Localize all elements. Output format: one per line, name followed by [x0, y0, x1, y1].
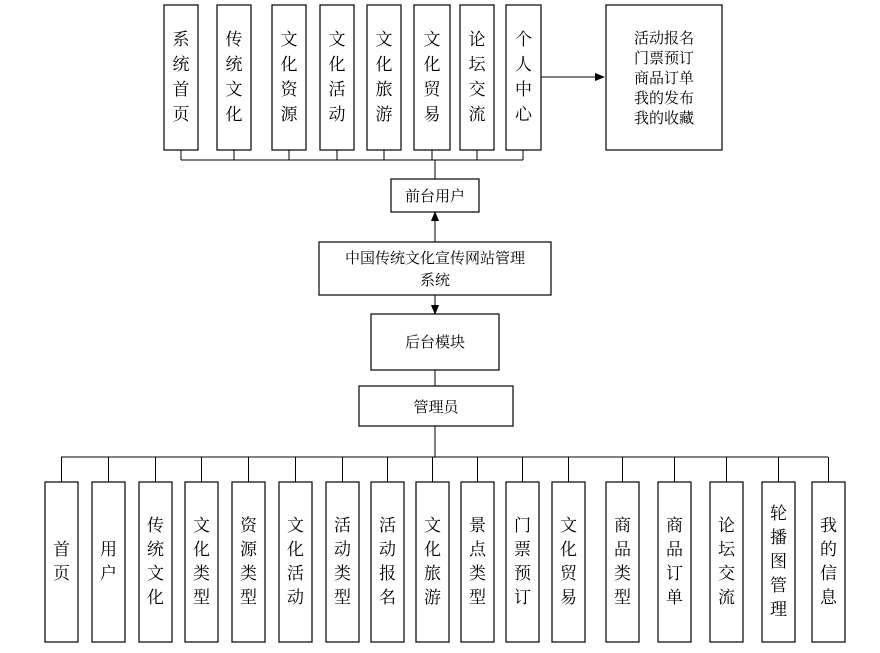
backend-module-3 [185, 482, 218, 642]
frontend-module-label-4: 文化旅游 [375, 30, 393, 125]
backend-module-label-14: 论坛交流 [718, 516, 735, 608]
admin-label: 管理员 [413, 398, 459, 416]
root-system-label-line2: 系统 [419, 271, 451, 289]
frontend-module-label-1: 传统文化 [225, 30, 243, 125]
frontend-module-row [164, 5, 541, 150]
backend-module-label-7: 活动报名 [379, 516, 396, 608]
backend-module-5 [279, 482, 312, 642]
root-system-node [319, 242, 551, 295]
backend-module-2 [139, 482, 172, 642]
backend-module-12 [606, 482, 639, 642]
admin-node [359, 386, 513, 426]
frontend-module-label-2: 文化资源 [280, 30, 298, 125]
backend-module-14 [710, 482, 743, 642]
backend-module-label-3: 文化类型 [193, 516, 210, 608]
frontend-module-4 [367, 5, 401, 150]
backend-module-label-6: 活动类型 [334, 516, 351, 608]
personal-center-item-3: 我的发布 [633, 89, 695, 107]
frontend-module-label-3: 文化活动 [328, 30, 346, 125]
frontend-module-2 [272, 5, 306, 150]
frontend-module-6 [460, 5, 494, 150]
backend-module-label-8: 文化旅游 [424, 516, 441, 608]
personal-center-item-4: 我的收藏 [633, 109, 695, 127]
frontend-module-0 [164, 5, 198, 150]
backend-module-label-4: 资源类型 [240, 516, 257, 608]
backend-module-16 [812, 482, 845, 642]
personal-center-item-2: 商品订单 [633, 69, 695, 87]
frontend-module-label-0: 系统首页 [172, 30, 190, 125]
frontend-module-5 [414, 5, 450, 150]
frontend-module-label-6: 论坛交流 [468, 30, 486, 125]
backend-module-label-9: 景点类型 [469, 516, 486, 608]
root-system-label-line1: 中国传统文化宣传网站管理 [344, 249, 526, 267]
frontend-user-node [391, 179, 479, 212]
backend-module-label-12: 商品类型 [614, 516, 631, 608]
backend-module-7 [371, 482, 404, 642]
backend-module-0 [45, 482, 78, 642]
backend-module-label-5: 文化活动 [287, 516, 304, 608]
backend-module-4 [232, 482, 265, 642]
frontend-module-label-5: 文化贸易 [423, 30, 441, 125]
backend-module-11 [552, 482, 585, 642]
personal-center-detail-node [606, 5, 722, 150]
backend-module-node [371, 314, 499, 370]
personal-center-item-0: 活动报名 [633, 29, 695, 47]
backend-module-label: 后台模块 [404, 333, 466, 351]
backend-module-1 [92, 482, 125, 642]
backend-module-label-16: 我的信息 [820, 516, 837, 608]
frontend-module-7 [506, 5, 541, 150]
backend-module-15 [762, 482, 795, 642]
personal-center-item-1: 门票预订 [633, 49, 695, 67]
frontend-module-label-7: 个人中心 [515, 30, 532, 125]
backend-module-10 [506, 482, 539, 642]
backend-module-8 [416, 482, 449, 642]
backend-module-label-1: 用户 [100, 540, 117, 584]
personal-center-item-list [634, 29, 694, 127]
backend-module-label-11: 文化贸易 [560, 516, 577, 608]
backend-module-label-15: 轮播图管理 [770, 504, 787, 620]
backend-module-label-0: 首页 [53, 540, 70, 584]
backend-module-row [45, 482, 845, 642]
backend-module-label-2: 传统文化 [147, 516, 164, 608]
frontend-user-label: 前台用户 [404, 187, 466, 205]
backend-module-label-13: 商品订单 [666, 516, 683, 608]
backend-module-9 [461, 482, 494, 642]
backend-module-label-10: 门票预订 [514, 516, 531, 608]
frontend-module-1 [217, 5, 251, 150]
backend-module-6 [326, 482, 359, 642]
frontend-module-3 [320, 5, 354, 150]
backend-module-13 [658, 482, 691, 642]
